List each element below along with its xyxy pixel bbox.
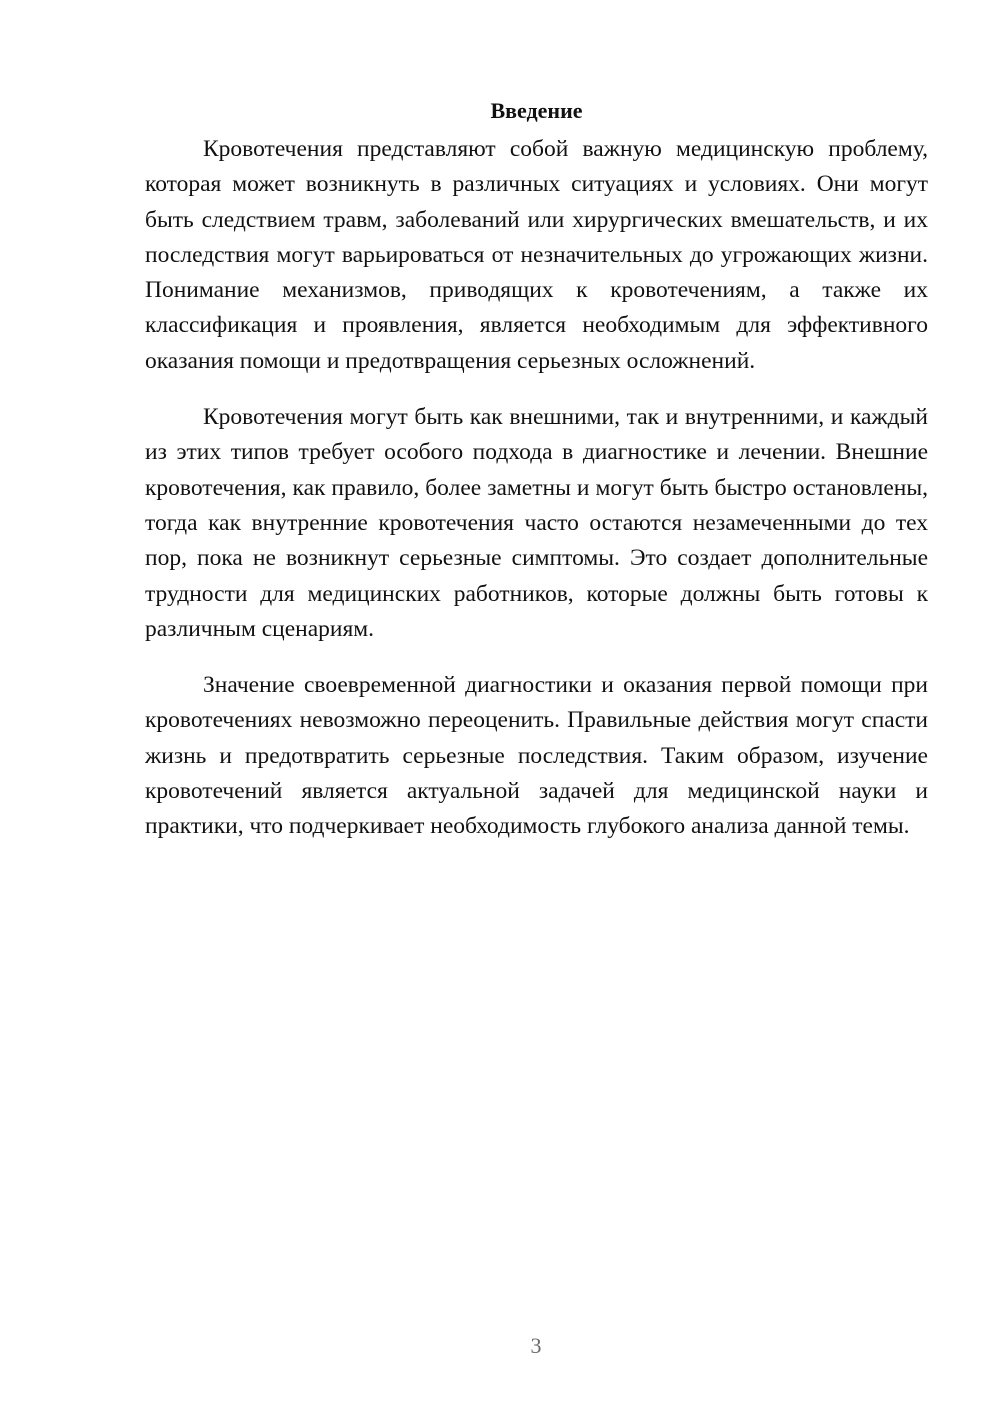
paragraph-3: Значение своевременной диагностики и оказания первой помощи при кровотечениях невозможно переоценить. Правильные действия могут спасти жизнь и предотвратить серьезные последствия. Таким образом, изучение кровотечений является актуальной задачей для медицинской науки и практики, что подчеркивает необходимость глубокого анализа данной темы.	[145, 672, 928, 840]
paragraph-1: Кровотечения представляют собой важную медицинскую проблему, которая может возникнуть в различных ситуациях и условиях. Они могут быть следствием травм, заболеваний или хирургических вмешательств, и их последствия могут варьироваться от незначительных до угрожающих жизни. Понимание механизмов, приводящих к кровотечениям, а также их классификация и проявления, является необходимым для эффективного оказания помощи и предотвращения серьезных осложнений.	[145, 136, 928, 374]
paragraph-2: Кровотечения могут быть как внешними, так и внутренними, и каждый из этих типов требует особого подхода в диагностике и лечении. Внешние кровотечения, как правило, более заметны и могут быть быстро остановлены, тогда как внутренние кровотечения часто остаются незамеченными до тех пор, пока не возникнут серьезные симптомы. Это создает дополнительные трудности для медицинских работников, которые должны быть готовы к различным сценариям.	[145, 404, 928, 642]
page-content	[145, 93, 928, 866]
section-title: Введение	[490, 98, 583, 123]
page-number: 3	[530, 1333, 542, 1358]
